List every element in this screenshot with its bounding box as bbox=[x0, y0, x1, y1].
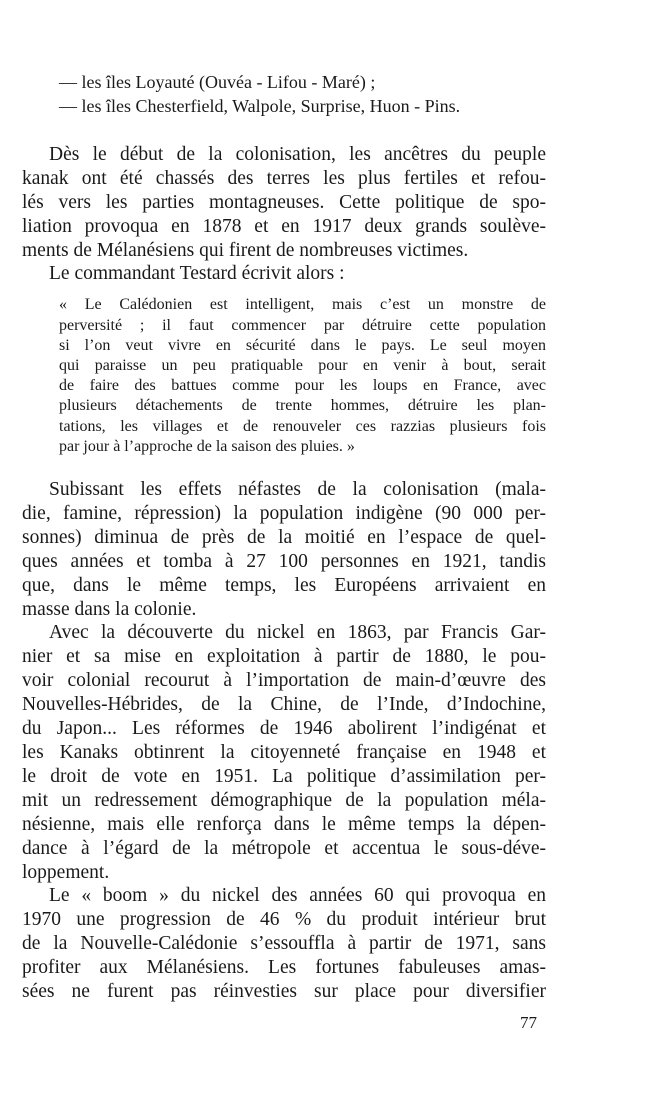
list-item: — les îles Loyauté (Ouvéa - Lifou - Maré) ; bbox=[59, 72, 376, 92]
text-line: de la Nouvelle-Calédonie s’essouffla à partir de 1971, sans bbox=[22, 933, 546, 954]
text-line: Avec la découverte du nickel en 1863, par Francis Gar- bbox=[49, 622, 546, 643]
list-item: — les îles Chesterfield, Walpole, Surprise, Huon - Pins. bbox=[59, 96, 461, 116]
text-line: dance à l’égard de la métropole et accentua le sous-déve- bbox=[22, 838, 546, 859]
text-line: du Japon... Les réformes de 1946 abolirent l’indigénat et bbox=[22, 718, 546, 739]
page-number: 77 bbox=[520, 1013, 537, 1032]
text-line: kanak ont été chassés des terres les plus fertiles et refou- bbox=[22, 168, 546, 189]
text-line: liation provoqua en 1878 et en 1917 deux grands soulève- bbox=[22, 216, 546, 237]
text-line: sées ne furent pas réinvesties sur place pour diversifier bbox=[22, 981, 546, 1002]
text-line: le droit de vote en 1951. La politique d’assimilation per- bbox=[22, 766, 546, 787]
text-line: masse dans la colonie. bbox=[22, 599, 197, 620]
text-line: sonnes) diminua de près de la moitié en l’espace de quel- bbox=[22, 527, 546, 548]
text-line: Le « boom » du nickel des années 60 qui provoqua en bbox=[49, 885, 546, 906]
quote-line: qui paraisse un peu pratiquable pour en venir à bout, serait bbox=[59, 357, 546, 374]
quote-line: « Le Calédonien est intelligent, mais c’est un monstre de bbox=[59, 296, 546, 313]
text-line: voir colonial recourut à l’importation de main-d’œuvre des bbox=[22, 670, 546, 691]
quote-line: si l’on veut vivre en sécurité dans le pays. Le seul moyen bbox=[59, 337, 546, 354]
quote-line: de faire des battues comme pour les loups en France, avec bbox=[59, 377, 546, 394]
text-line: loppement. bbox=[22, 862, 110, 883]
text-line: ques années et tomba à 27 100 personnes en 1921, tandis bbox=[22, 551, 546, 572]
quote-line: par jour à l’approche de la saison des pluies. » bbox=[59, 438, 355, 455]
text-line: ments de Mélanésiens qui firent de nombreuses victimes. bbox=[22, 240, 469, 261]
text-line: Nouvelles-Hébrides, de la Chine, de l’Inde, d’Indochine, bbox=[22, 694, 546, 715]
text-line: die, famine, répression) la population indigène (90 000 per- bbox=[22, 503, 546, 524]
text-line: nésienne, mais elle renforça dans le même temps la dépen- bbox=[22, 814, 546, 835]
quote-line: perversité ; il faut commencer par détruire cette population bbox=[59, 317, 546, 334]
text-line: les Kanaks obtinrent la citoyenneté française en 1948 et bbox=[22, 742, 546, 763]
text-line: mit un redressement démographique de la population méla- bbox=[22, 790, 546, 811]
quote-line: tations, les villages et de renouveler ces razzias plusieurs fois bbox=[59, 418, 546, 435]
text-line: nier et sa mise en exploitation à partir de 1880, le pou- bbox=[22, 646, 546, 667]
text-line: Subissant les effets néfastes de la colonisation (mala- bbox=[49, 479, 546, 500]
text-line: 1970 une progression de 46 % du produit intérieur brut bbox=[22, 909, 546, 930]
text-line: que, dans le même temps, les Européens arrivaient en bbox=[22, 575, 546, 596]
text-line: Dès le début de la colonisation, les ancêtres du peuple bbox=[49, 144, 546, 165]
text-line: profiter aux Mélanésiens. Les fortunes fabuleuses amas- bbox=[22, 957, 546, 978]
text-line: lés vers les parties montagneuses. Cette politique de spo- bbox=[22, 192, 546, 213]
quote-line: plusieurs détachements de trente hommes, détruire les plan- bbox=[59, 397, 546, 414]
paragraph: Le commandant Testard écrivit alors : bbox=[49, 263, 345, 284]
